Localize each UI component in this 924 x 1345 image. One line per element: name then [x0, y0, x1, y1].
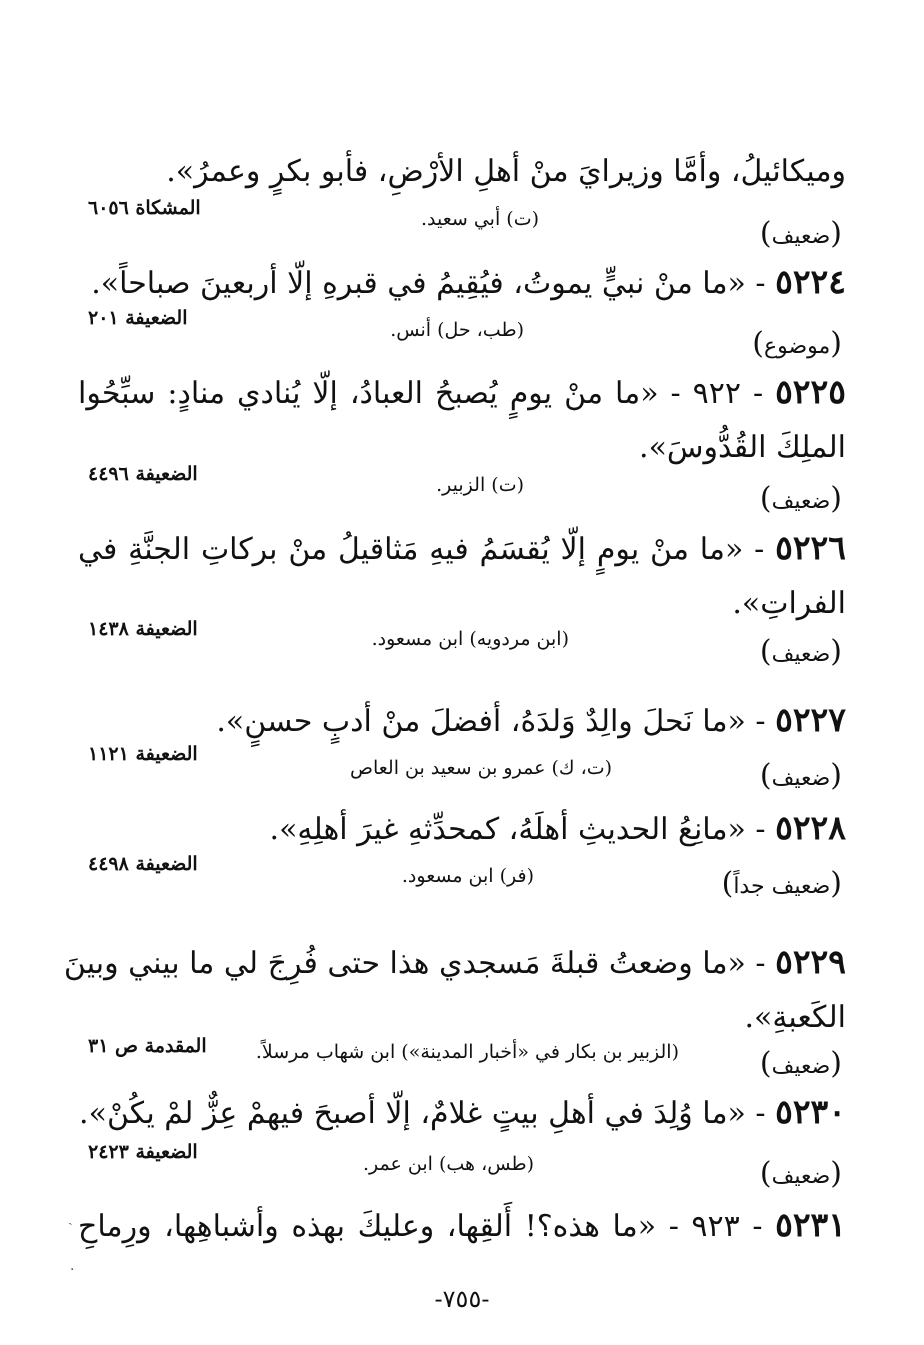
hadith-entry-5229	[63, 942, 846, 984]
hadith-text: - «ما وُلِدَ في أهلِ بيتٍ غلامٌ، إلّا أصبحَ فيهمْ عِزٌّ لمْ يكُنْ».	[79, 1096, 766, 1131]
reference: الضعيفة ٤٤٩٦	[88, 463, 198, 485]
source-attribution: (طس، هب) ابن عمر.	[363, 1153, 534, 1175]
hadith-text: - «ما منْ نبيٍّ يموتُ، فيُقِيمُ في قبرهِ إلّا أربعينَ صباحاً».	[91, 266, 766, 301]
source-attribution: (الزبير بن بكار في «أخبار المدينة») ابن شهاب مرسلاً.	[255, 1041, 679, 1063]
grade-label: (ضعيف)	[759, 481, 842, 516]
hadith-text-line: وميكائيلُ، وأمَّا وزيرايَ منْ أهلِ الأرْضِ، فأبو بكرٍ وعمرُ».	[166, 154, 846, 189]
hadith-text: - ٩٢٣ - «ما هذه؟! أَلقِها، وعليكَ بهذه وأشباهِها، ورِماحِ	[78, 1209, 763, 1244]
reference: الضعيفة ٢٠١	[88, 307, 188, 329]
hadith-text-line: الفراتِ».	[732, 586, 846, 621]
grade-label: (ضعيف جداً)	[721, 866, 842, 901]
grade-label: (ضعيف)	[759, 1046, 842, 1081]
hadith-number: ٥٢٣٠	[775, 1092, 846, 1131]
print-mark: ·	[70, 1262, 75, 1278]
grade-label: (ضعيف)	[759, 758, 842, 793]
hadith-number: ٥٢٢٩	[775, 942, 846, 981]
hadith-number: ٥٢٢٥	[775, 372, 846, 411]
hadith-entry-5230	[79, 1092, 846, 1134]
source-attribution: (فر) ابن مسعود.	[401, 865, 534, 887]
source-attribution: (ت، ك) عمرو بن سعيد بن العاص	[349, 757, 612, 779]
grade-label: (ضعيف)	[759, 216, 842, 251]
hadith-text: - «ما وضعتُ قبلةَ مَسجدي هذا حتى فُرِجَ لي ما بيني وبينَ	[63, 946, 766, 981]
source-attribution: (ابن مردويه) ابن مسعود.	[371, 628, 569, 650]
source-attribution: (طب، حل) أنس.	[390, 319, 524, 341]
reference: الضعيفة ١١٢١	[88, 743, 198, 765]
hadith-text-line: الكَعبةِ».	[744, 1000, 846, 1035]
hadith-entry-5231	[78, 1205, 846, 1247]
hadith-entry-5226	[78, 528, 846, 570]
hadith-number: ٥٢٢٧	[775, 700, 846, 739]
reference: المقدمة ص ٣١	[88, 1035, 207, 1057]
hadith-text: - «مانِعُ الحديثِ أهلَهُ، كمحدِّثهِ غيرَ أهلِهِ».	[269, 812, 766, 847]
hadith-number: ٥٢٢٤	[775, 262, 846, 301]
grade-label: (موضوع)	[752, 326, 842, 361]
hadith-text: - ٩٢٢ - «ما منْ يومٍ يُصبحُ العبادُ، إلّا يُنادي منادٍ: سبِّحُوا	[78, 376, 764, 411]
hadith-entry-5227	[216, 700, 846, 742]
hadith-entry-5224	[91, 262, 846, 304]
hadith-text: - «ما نَحلَ والِدٌ وَلدَهُ، أفضلَ منْ أدبٍ حسنٍ».	[216, 704, 766, 739]
print-mark: ˎ	[68, 1210, 73, 1226]
hadith-number: ٥٢٢٨	[775, 808, 846, 847]
source-attribution: (ت) الزبير.	[436, 474, 524, 496]
page-number: -٧٥٥-	[434, 1285, 490, 1313]
grade-label: (ضعيف)	[759, 634, 842, 669]
reference: الضعيفة ١٤٣٨	[88, 618, 198, 640]
hadith-number: ٥٢٣١	[775, 1205, 846, 1244]
hadith-text: - «ما منْ يومٍ إلّا يُقسَمُ فيهِ مَثاقيلُ منْ بركاتِ الجنَّةِ في	[78, 532, 765, 567]
hadith-number: ٥٢٢٦	[775, 528, 846, 567]
grade-label: (ضعيف)	[759, 1156, 842, 1191]
hadith-entry-5228	[270, 808, 846, 850]
reference: المشكاة ٦٠٥٦	[88, 197, 201, 219]
source-attribution: (ت) أبي سعيد.	[420, 208, 539, 230]
reference: الضعيفة ٢٤٢٣	[88, 1141, 198, 1163]
reference: الضعيفة ٤٤٩٨	[88, 853, 198, 875]
hadith-entry-5225	[78, 372, 846, 414]
hadith-text-line: الملِكَ القُدُّوسَ».	[639, 430, 846, 465]
